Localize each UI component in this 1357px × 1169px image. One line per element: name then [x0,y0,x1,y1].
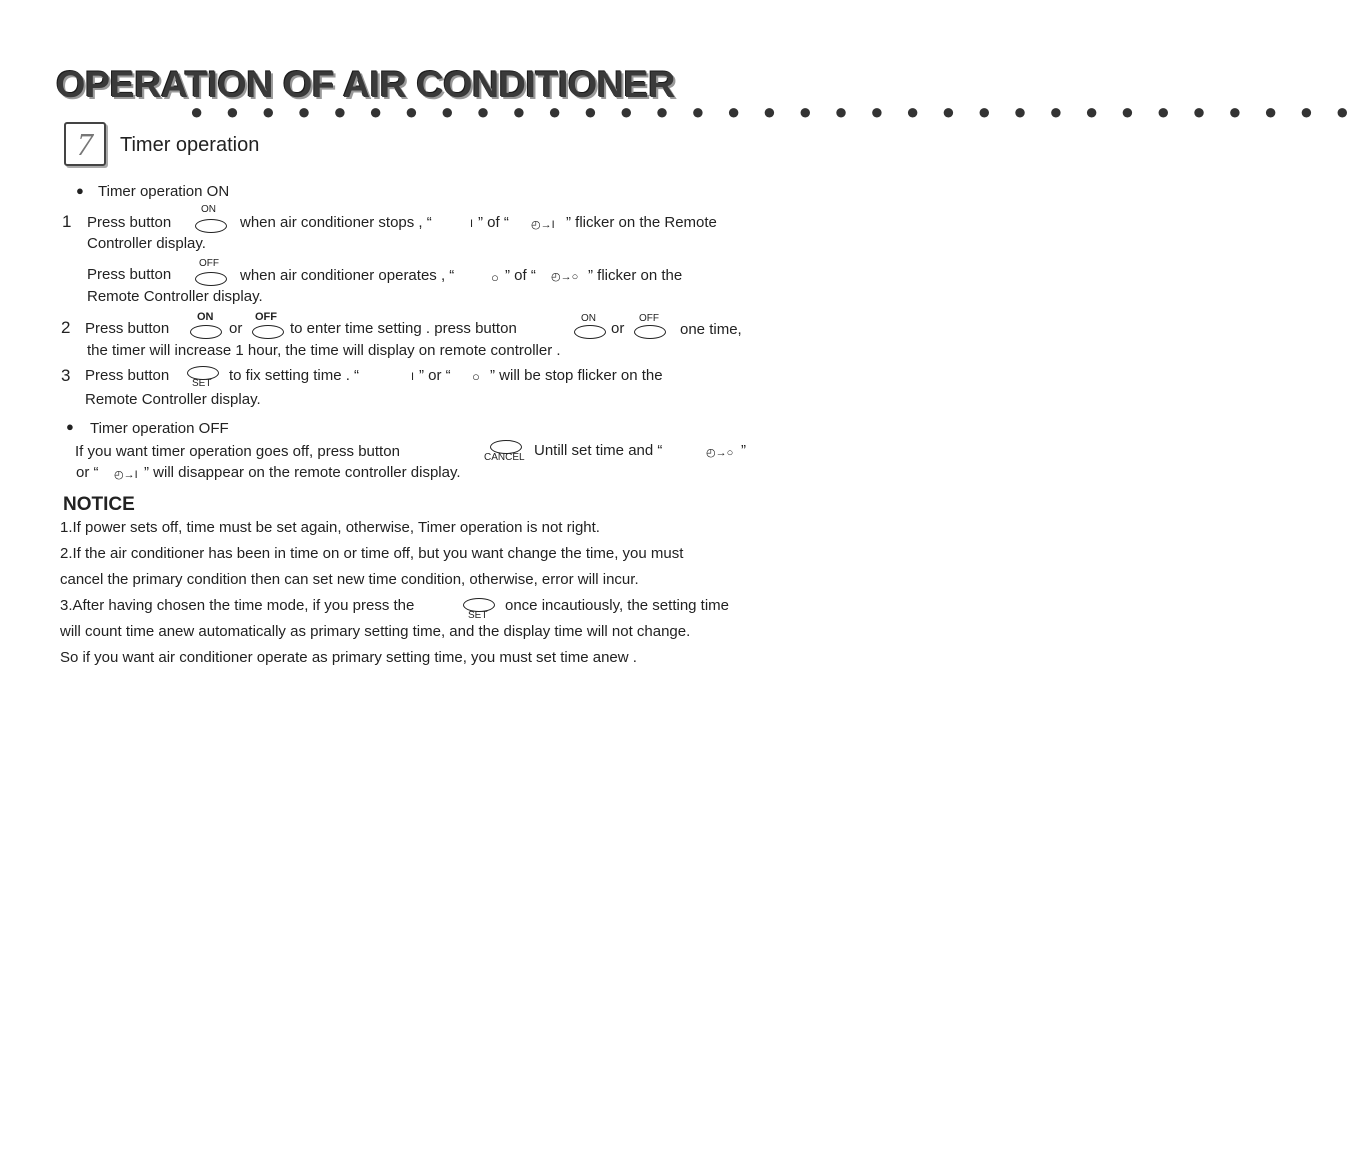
notice-heading: NOTICE [63,494,135,515]
off-button-icon [634,323,666,341]
step-text: Press button [85,367,170,384]
on-symbol-icon: I [470,218,474,230]
on-button-label: ON [201,204,216,215]
on-button-label: ON [581,313,596,324]
off-button-icon [195,270,227,288]
on-button-icon [574,323,606,341]
step-text: Press button [87,214,172,231]
timer-off-symbol-icon: ◴→○ [551,271,579,283]
step-text: ” flicker on the [588,267,683,284]
timer-on-symbol-icon: ◴→I [114,469,138,481]
timer-off-symbol-icon: ◴→○ [706,447,734,459]
step-text: to enter time setting . press button [290,320,517,337]
timer-off-text: ” will disappear on the remote controller display. [144,464,461,481]
step-text: one time, [680,321,742,338]
step-text: Controller display. [87,235,206,252]
step-text: when air conditioner operates , “ [240,267,455,284]
step-text: Press button [85,320,170,337]
bullet-icon: ● [76,183,84,198]
step-text: the timer will increase 1 hour, the time will display on remote controller . [87,342,561,359]
timer-off-text: If you want timer operation goes off, press button [75,443,400,460]
set-button-label: SET [192,378,212,389]
notice-line: once incautiously, the setting time [505,597,730,614]
step-text: Remote Controller display. [87,288,263,305]
notice-line: 3.After having chosen the time mode, if you press the [60,597,415,614]
step-text: when air conditioner stops , “ [240,214,432,231]
off-symbol-icon: ○ [491,270,499,285]
step-number: 2 [61,318,71,337]
off-button-label: OFF [639,313,659,324]
on-symbol-icon: I [411,371,415,383]
timer-off-text: Untill set time and “ [534,442,663,459]
notice-line: 1.If power sets off, time must be set again, otherwise, Timer operation is not right. [60,519,600,536]
off-button-icon [252,323,284,341]
step-text: to fix setting time . “ [229,367,360,384]
timer-off-text: or “ [76,464,99,481]
title-underline-dots: ● ● ● ● ● ● ● ● ● ● ● ● ● ● ● ● ● ● ● ● ● ● ● ● ● ● ● ● ● ● ● ● ● [190,99,1357,124]
timer-off-text: ” [741,442,746,459]
notice-line: So if you want air conditioner operate as primary setting time, you must set time anew . [60,649,637,666]
notice-line: cancel the primary condition then can set new time condition, otherwise, error will incur. [60,571,639,588]
off-button-label: OFF [199,258,219,269]
section-title: Timer operation [120,134,260,156]
on-button-label: ON [197,311,214,323]
step-text: Press button [87,266,172,283]
cancel-button-label: CANCEL [484,452,525,463]
set-button-label: SET [468,610,488,621]
notice-line: will count time anew automatically as primary setting time, and the display time will not change. [60,623,691,640]
step-text: Remote Controller display. [85,391,261,408]
step-number: 3 [61,366,71,385]
on-button-icon [195,217,227,235]
step-text: ” flicker on the Remote [566,214,717,231]
page-title: OPERATION OF AIR CONDITIONER [56,64,675,105]
notice-line: 2.If the air conditioner has been in time on or time off, but you want change the time, you must [60,545,684,562]
section-number: 7 [64,122,106,166]
bullet-icon: ● [66,419,74,434]
step-text: or [611,320,625,337]
timer-on-symbol-icon: ◴→I [531,219,555,231]
step-number: 1 [62,212,72,231]
off-symbol-icon: ○ [472,369,480,384]
step-text: ” of “ [478,214,509,231]
timer-on-heading: Timer operation ON [98,183,230,200]
timer-off-heading: Timer operation OFF [90,420,229,437]
step-text: or [229,320,243,337]
on-button-icon [190,323,222,341]
step-text: ” of “ [505,267,536,284]
step-text: ” or “ [419,367,451,384]
off-button-label: OFF [255,311,277,323]
step-text: ” will be stop flicker on the [490,367,663,384]
